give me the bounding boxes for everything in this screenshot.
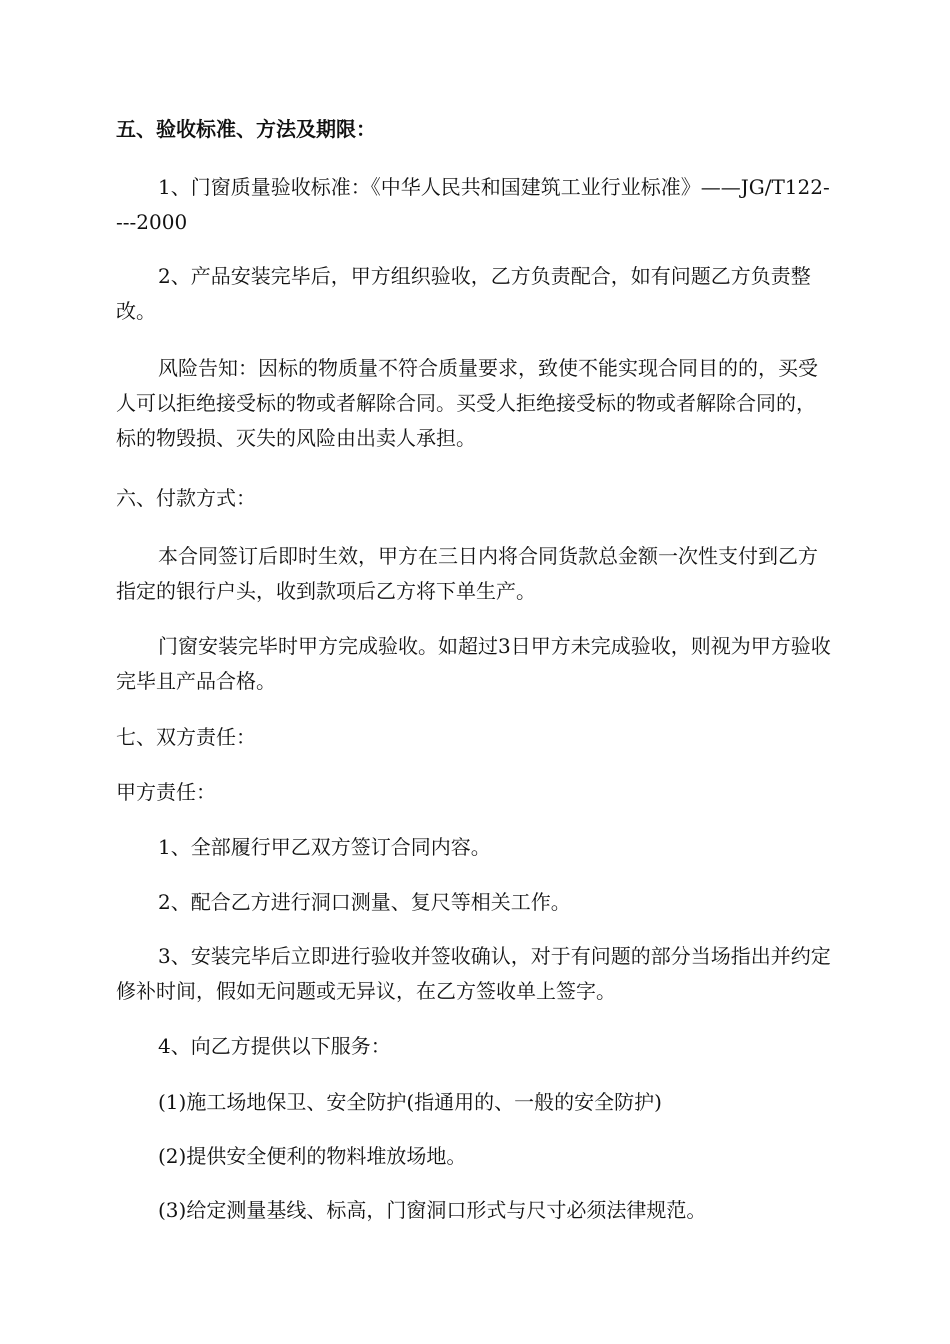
sub-item-material-storage: (2)提供安全便利的物料堆放场地。 bbox=[158, 1144, 467, 1168]
section-heading-payment: 六、付款方式： bbox=[116, 486, 256, 510]
section-heading-acceptance: 五、验收标准、方法及期限： bbox=[116, 117, 376, 141]
section-heading-responsibilities: 七、双方责任： bbox=[116, 725, 256, 749]
subheading-party-a-responsibilities: 甲方责任： bbox=[116, 780, 216, 804]
paragraph-acceptance-process: 2、产品安装完毕后，甲方组织验收，乙方负责配合，如有问题乙方负责整改。 bbox=[116, 264, 811, 323]
list-item-assist-measurement: 2、配合乙方进行洞口测量、复尺等相关工作。 bbox=[158, 890, 571, 914]
paragraph-risk-notice: 风险告知：因标的物质量不符合质量要求，致使不能实现合同目的的，买受人可以拒绝接受标的物或者解除合同。买受人拒绝接受标的物或者解除合同的，标的物毁损、灭失的风险由出卖人承担。 bbox=[116, 356, 818, 450]
sub-item-measurement-baseline: (3)给定测量基线、标高，门窗洞口形式与尺寸必须法律规范。 bbox=[158, 1198, 707, 1222]
sub-item-site-security: (1)施工场地保卫、安全防护(指通用的、一般的安全防护) bbox=[158, 1090, 662, 1114]
paragraph-payment-terms: 本合同签订后即时生效，甲方在三日内将合同货款总金额一次性支付到乙方指定的银行户头，收到款项后乙方将下单生产。 bbox=[116, 544, 818, 603]
paragraph-acceptance-standard: 1、门窗质量验收标准：《中华人民共和国建筑工业行业标准》——JG/T122----2000 bbox=[116, 175, 830, 234]
list-item-provide-services: 4、向乙方提供以下服务： bbox=[158, 1034, 391, 1058]
list-item-fulfill-contract: 1、全部履行甲乙双方签订合同内容。 bbox=[158, 835, 491, 859]
paragraph-installation-acceptance: 门窗安装完毕时甲方完成验收。如超过3日甲方未完成验收，则视为甲方验收完毕且产品合格。 bbox=[116, 634, 831, 693]
list-item-acceptance-signoff: 3、安装完毕后立即进行验收并签收确认，对于有问题的部分当场指出并约定修补时间，假如无问题或无异议，在乙方签收单上签字。 bbox=[116, 944, 831, 1003]
